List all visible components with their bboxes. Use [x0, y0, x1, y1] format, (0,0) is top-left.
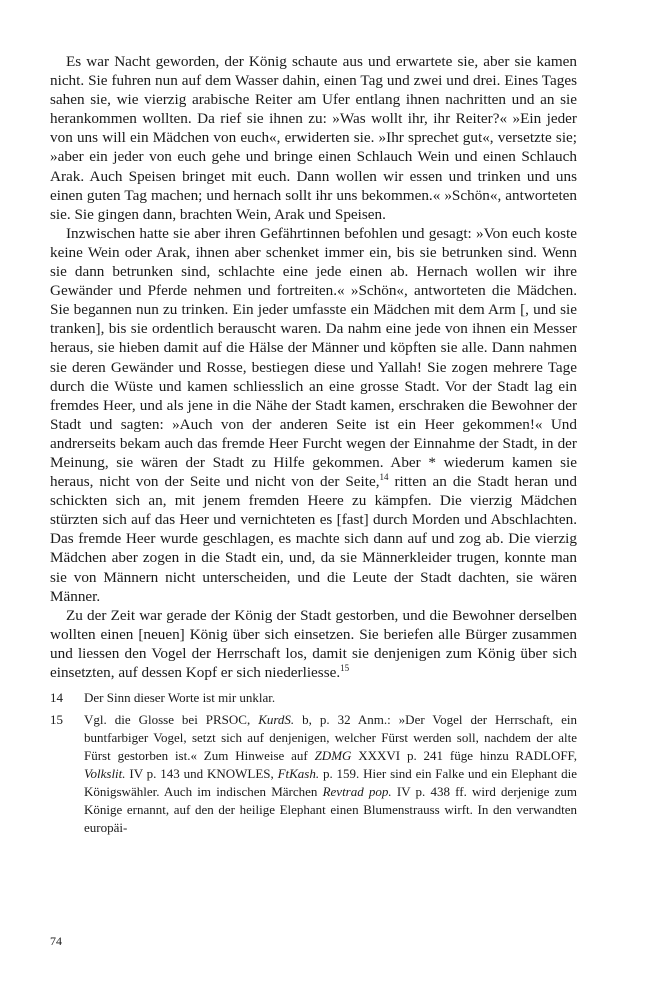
page-number: 74 [50, 934, 62, 948]
paragraph-3 [50, 606, 577, 682]
paragraph-text: Es war Nacht geworden, der König schaute aus und erwartete sie, aber sie kamen nicht. Sie fuhren nun auf dem Wasser dahin, einen Tag und zwei und drei. Eines Tages sahen sie, wie vierzig arabische Reiter am Ufer entlang ihnen nachritten und an sie herankommen wollten. Da rief sie ihnen zu: »Was wollt ihr, ihr Reiter?« »Ein jeder von uns will ein Mädchen von euch«, erwiderten sie. »Ihr sprechet gut«, versetzte sie; »aber ein jeder von euch gehe und bringe einen Schlauch Wein und einen Schlauch Arak. Auch Speisen bringet mit euch. Dann wollen wir essen und trinken und uns einen guten Tag machen; und hernach sollt ihr uns bekommen.« »Schön«, antworteten sie. Sie gingen dann, brachten Wein, Arak und Speisen. [50, 53, 577, 223]
paragraph-text: ritten an die Stadt heran und schickten sich an, mit jenem fremden Heere zu kämpfen. Die vierzig Mädchen stürzten sich auf das Heer und vernichteten es [fast] durch Morden und Abschlachten. Das fremde Heer wurde geschlagen, es machte sich dann auf und zog ab. Die vierzig Mädchen aber zogen in die Stadt ein, und, da sie Männerkleider trugen, konnte man sie von Männern nicht unterscheiden, und die Leute der Stadt dachten, sie wären Männer. [50, 473, 577, 605]
footnotes [50, 689, 577, 837]
footnote-text: XXXVI p. 241 füge hinzu RADLOFF, [351, 748, 577, 764]
paragraph-2 [50, 224, 577, 606]
footnote-ref-15[interactable]: 15 [340, 663, 350, 673]
paragraph-1 [50, 52, 577, 224]
footnote-citation: ZDMG [314, 748, 352, 764]
footnote-citation: Volkslit. [84, 766, 126, 782]
footnote-number: 14 [50, 690, 63, 706]
footnote-ref-14[interactable]: 14 [379, 472, 389, 483]
footnote-text: b, p. 32 Anm.: »Der Vogel der Herrschaft, ein buntfarbiger Vogel, setzt sich auf denjenigen, welcher Fürst werden soll, nachdem der alte Fürst gestorben ist.« Zum Hinweise auf [84, 712, 577, 764]
footnote-text: IV p. 438 ff. wird derjenige zum Könige ernannt, auf den der heilige Elephant einen Blumenstrauss wirft. In den verwandten europäi- [84, 784, 577, 836]
footnote-citation: FtKash. [277, 766, 320, 782]
footnote-text: p. 159. Hier sind ein Falke und ein Elephant die Königswähler. Auch im indischen Märchen [84, 766, 577, 800]
footnote-14 [50, 689, 577, 707]
footnote-text: IV p. 143 und KNOWLES, [125, 766, 278, 782]
footnote-citation: KurdS. [258, 712, 295, 728]
footnote-citation: Revtrad pop. [322, 784, 392, 800]
footnote-text: Der Sinn dieser Worte ist mir unklar. [84, 690, 276, 706]
paragraph-text: Zu der Zeit war gerade der König der Stadt gestorben, und die Bewohner derselben wollten einen [neuen] König über sich einsetzen. Sie beriefen alle Bürger zusammen und liessen den Vogel der Herrschaft los, damit sie denjenigen zum König über sich einsetzten, auf dessen Kopf er sich niederliesse. [50, 606, 577, 681]
footnote-15 [50, 711, 577, 837]
footnote-text: Vgl. die Glosse bei PRSOC, [84, 712, 259, 728]
paragraph-text: Inzwischen hatte sie aber ihren Gefährtinnen befohlen und gesagt: »Von euch koste keine Wein oder Arak, ihnen aber schenket immer ein, bis sie betrunken sind. Wenn sie dann betrunken sind, schlachte eine jede einen ab. Hernach wollen wir ihre Gewänder und Pferde nehmen und fortreiten.« »Schön«, antworteten die Mädchen. Sie begannen nun zu trinken. Ein jeder umfasste ein Mädchen mit dem Arm [, und sie tranken], bis sie ordentlich berauscht waren. Da nahm eine jede von ihnen ein Messer heraus, sie hieben damit auf die Hälse der Männer und köpften sie alle. Dann nahmen sie deren Gewänder und Rosse, bestiegen diese und Yallah! Sie zogen mehrere Tage durch die Wüste und kamen schliesslich an eine grosse Stadt. Vor der Stadt lag ein fremdes Heer, und als jene in die Nähe der Stadt kamen, erschraken die Bewohner der Stadt und sagten: »Auch von der anderen Seite ist ein Heer gekommen!« Und andrerseits bekam auch das fremde Heer Furcht wegen der Einnahme der Stadt, in der Meinung, sie wären der Stadt zu Hilfe gekommen. Aber * wiederum kamen sie heraus, nicht von der Seite und nicht von der Seite, [50, 224, 577, 491]
footnote-number: 15 [50, 712, 63, 728]
page-body [50, 52, 577, 841]
